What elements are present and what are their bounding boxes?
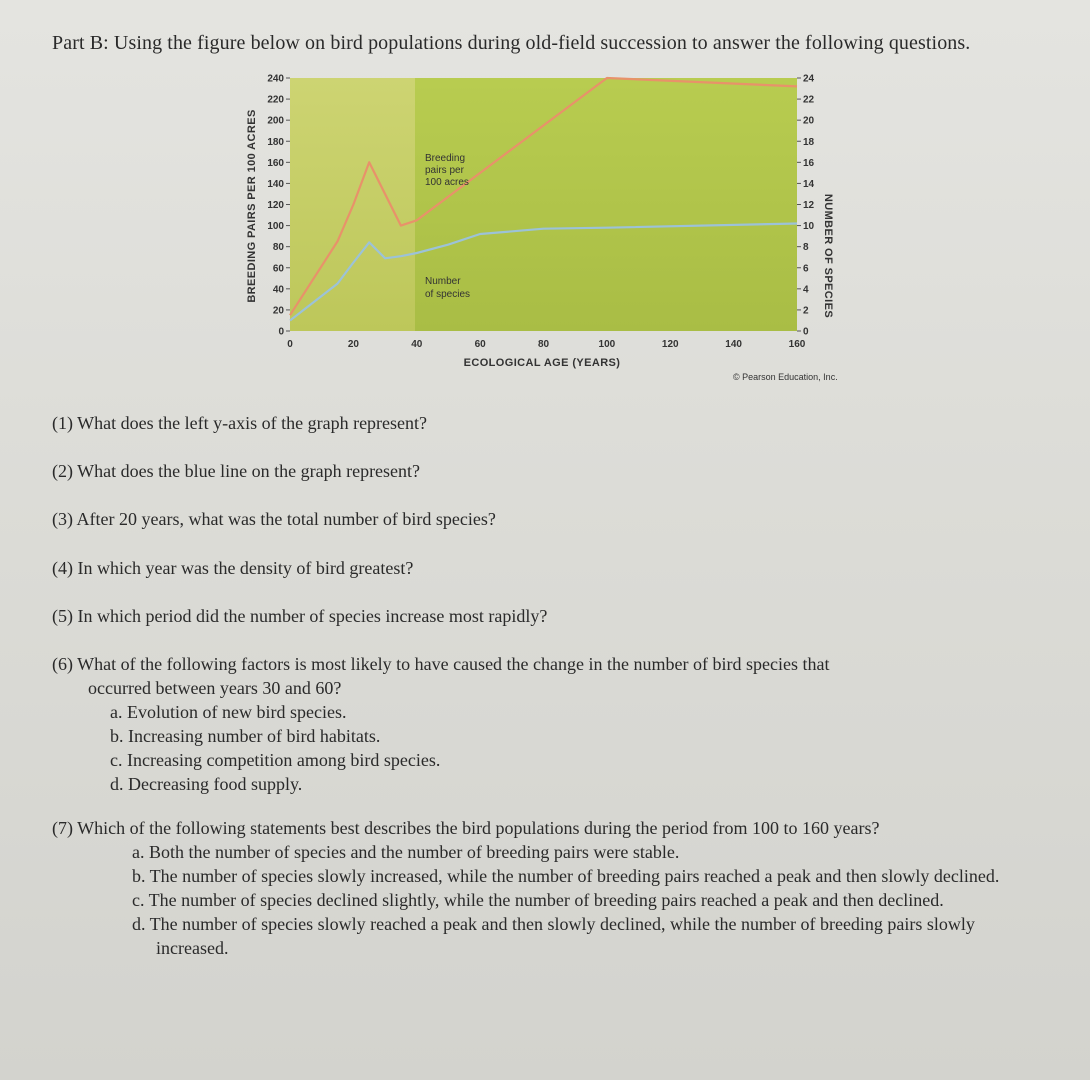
x-tick-label-120: 120 [661,339,679,350]
y2-tick-label-4: 4 [803,284,809,296]
x-tick-label-80: 80 [537,339,550,350]
bird-population-figure [228,66,868,396]
y-tick-label-200: 200 [267,115,284,127]
question-5: (5) In which period did the number of species increase most rapidly? [52,606,548,626]
x-tick-label-100: 100 [598,339,616,350]
y2-tick-label-8: 8 [803,242,809,254]
plot-background-old-field [415,78,797,331]
annotation-of-species: of species [425,289,471,300]
question-6 [52,652,1052,796]
question-7 [52,816,1052,960]
question-7-option-b: b. The number of species slowly increased, while the number of breeding pairs reached a peak and then slowly declined. [132,866,1000,886]
y-tick-label-220: 220 [267,94,284,106]
y2-tick-label-20: 20 [803,115,815,127]
x-tick-label-140: 140 [725,339,742,350]
question-7-option-a: a. Both the number of species and the number of breeding pairs were stable. [132,842,680,862]
y-tick-label-40: 40 [272,284,284,296]
part-b-heading: Part B: Using the figure below on bird populations during old-field succession to answer the following questions. [52,32,971,54]
y2-tick-label-2: 2 [803,305,809,317]
y2-tick-label-22: 22 [803,94,815,106]
annotation-pairs-per: pairs per [425,165,464,176]
y-tick-label-120: 120 [267,200,284,211]
y2-tick-label-18: 18 [803,136,815,148]
question-4: (4) In which year was the density of bird greatest? [52,558,414,578]
y-tick-label-80: 80 [272,242,284,254]
y2-tick-label-10: 10 [803,221,815,233]
question-6-option-b: b. Increasing number of bird habitats. [110,726,381,746]
x-tick-label-160: 160 [788,339,806,350]
y2-tick-label-6: 6 [803,263,809,275]
y2-tick-label-14: 14 [803,178,815,190]
y2-tick-label-12: 12 [803,200,815,211]
y-tick-label-240: 240 [267,73,284,85]
question-7-option-c: c. The number of species declined slightly, while the number of breeding pairs reached a peak and then declined. [132,890,944,910]
y2-tick-label-16: 16 [803,157,815,169]
y2-tick-label-24: 24 [803,73,815,85]
y-tick-label-140: 140 [267,178,284,190]
question-6-option-a: a. Evolution of new bird species. [110,702,347,722]
y-tick-label-0: 0 [278,326,284,338]
x-axis-title: ECOLOGICAL AGE (YEARS) [463,357,621,369]
x-tick-label-60: 60 [474,339,486,350]
question-2: (2) What does the blue line on the graph represent? [52,461,421,481]
question-1: (1) What does the left y-axis of the graph represent? [52,413,428,433]
y-tick-label-60: 60 [272,263,284,275]
y-tick-label-160: 160 [267,157,284,169]
question-6-text-line1: (6) What of the following factors is most likely to have caused the change in the number of bird species that [52,654,830,674]
y2-axis-title: NUMBER OF SPECIES [822,193,834,319]
question-7-option-d: d. The number of species slowly reached a peak and then slowly declined, while the number of breeding pairs slowly increased. [132,914,975,958]
y-tick-label-180: 180 [267,136,284,148]
x-tick-label-0: 0 [287,339,293,350]
y-axis-title: BREEDING PAIRS PER 100 ACRES [246,109,258,303]
question-6-option-c: c. Increasing competition among bird species. [110,750,441,770]
x-tick-label-20: 20 [347,339,359,350]
y-tick-label-100: 100 [267,221,284,233]
bird-population-chart [228,66,868,396]
question-6-option-d: d. Decreasing food supply. [110,774,303,794]
annotation-100-acres: 100 acres [425,177,469,188]
credit-line: © Pearson Education, Inc. [733,372,838,382]
question-3: (3) After 20 years, what was the total number of bird species? [52,509,496,529]
question-6-text-line2: occurred between years 30 and 60? [88,678,342,698]
annotation-breeding: Breeding [425,153,466,164]
y-tick-label-20: 20 [272,305,284,317]
annotation-number: Number [425,276,461,287]
y2-tick-label-0: 0 [803,326,809,338]
question-7-text: (7) Which of the following statements best describes the bird populations during the period from 100 to 160 years? [52,818,880,838]
x-tick-label-40: 40 [411,339,423,350]
